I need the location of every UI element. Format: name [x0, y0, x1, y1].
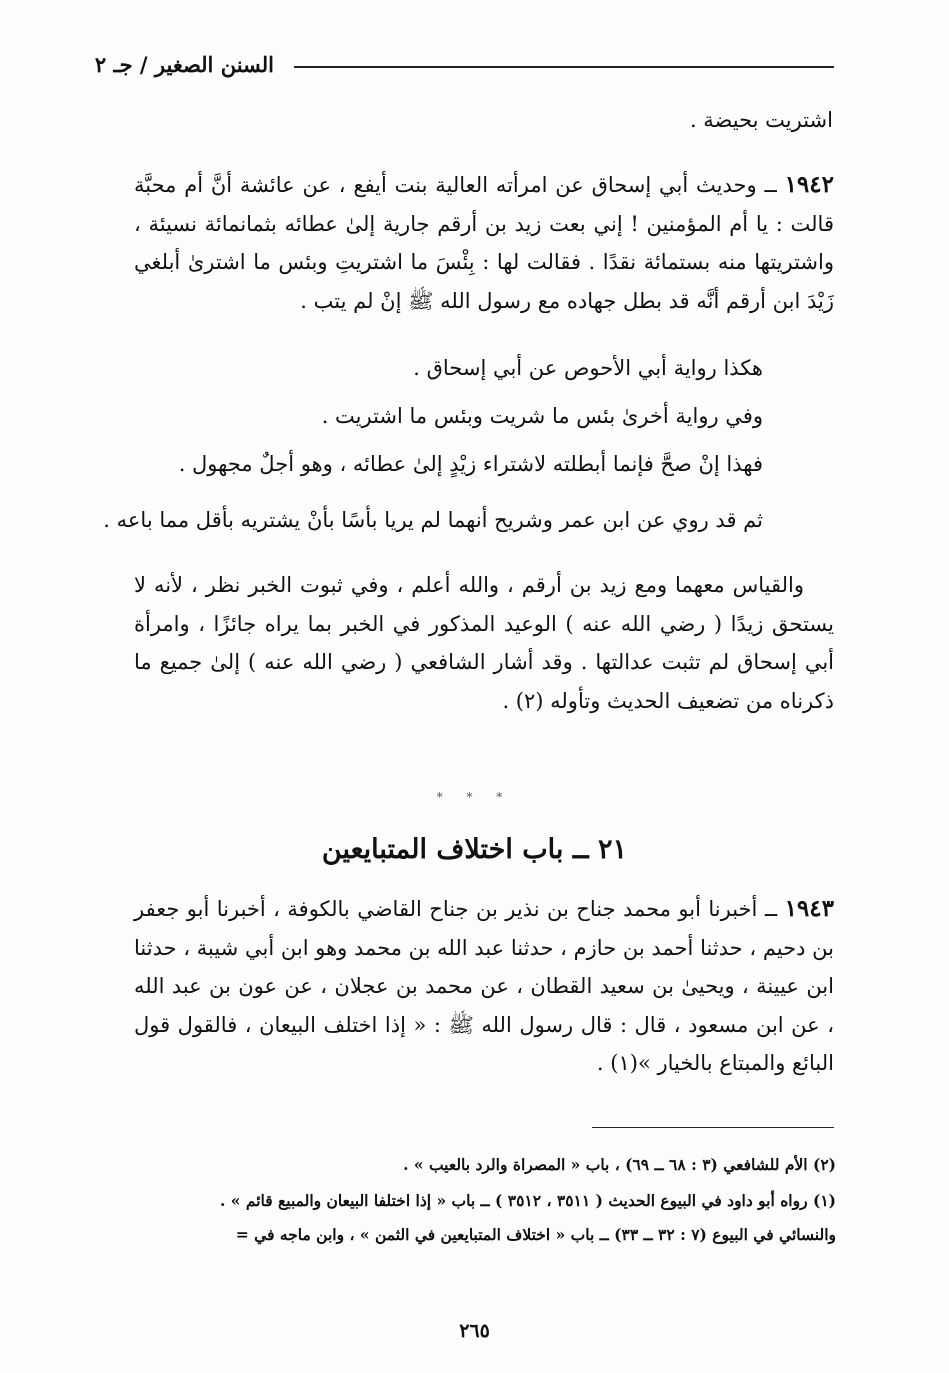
hadith-1942	[134, 166, 834, 320]
hadith-number: ١٩٤٣	[784, 895, 834, 922]
footnote-1: (١) رواه أبو داود في البيوع الحديث ( ٣٥١١ ، ٣٥١٢ ) ــ باب « إذا اختلفا البيعان والمبيع قائم » .	[220, 1191, 836, 1210]
page-number: ٢٦٥	[459, 1320, 490, 1342]
chapter-title: ٢١ ــ باب اختلاف المتبايعين	[321, 834, 628, 865]
header-rule	[294, 66, 834, 68]
commentary-line-2: وفي رواية أخرىٰ بئس ما شريت وبئس ما اشتريت .	[321, 404, 763, 428]
hadith-number: ١٩٤٢	[784, 171, 834, 198]
commentary-line-3: فهذا إنْ صحَّ فإنما أبطلته لاشتراء زيْدٍ إلىٰ عطائه ، وهو أجلٌ مجهول .	[178, 452, 763, 476]
footnote-2: (٢) الأم للشافعي (٣ : ٦٨ ــ ٦٩) ، باب « المصراة والرد بالعيب » .	[403, 1155, 836, 1174]
hadith-1943	[134, 890, 834, 1083]
running-header	[94, 52, 834, 82]
commentary-line-1: هكذا رواية أبي الأحوص عن أبي إسحاق .	[413, 356, 763, 380]
section-separator: * * *	[436, 790, 513, 804]
hadith-text: ــ أخبرنا أبو محمد جناح بن نذير بن جناح القاضي بالكوفة ، أخبرنا أبو جعفر بن دحيم ، حدثنا أحمد بن حازم ، حدثنا عبد الله بن محمد وهو ابن أبي شيبة ، حدثنا ابن عيينة ، ويحيىٰ بن سعيد القطان ، عن محمد بن عجلان ، عن عون بن عبد الله ، عن ابن مسعود ، قال : قال رسول الله ﷺ : « إذا اختلف البيعان ، فالقول قول البائع والمبتاع بالخيار »(١) .	[134, 897, 834, 1075]
hadith-text: ــ وحديث أبي إسحاق عن امرأته العالية بنت أيفع ، عن عائشة أنَّ أم محبَّة قالت : يا أم المؤمنين ! إني بعت زيد بن أرقم جارية إلىٰ عطائه بثمانمائة نسيئة ، واشتريتها منه بستمائة نقدًا . فقالت لها : بِئْسَ ما اشتريتِ وبئس ما اشترىٰ أبلغي زَيْدَ ابن أرقم أنَّه قد بطل جهاده مع رسول الله ﷺ إنْ لم يتب .	[134, 173, 834, 313]
running-title: السنن الصغير / جـ ٢	[94, 52, 274, 77]
footnote-1-continued: والنسائي في البيوع (٧ : ٣٢ ــ ٣٣) ــ باب « اختلاف المتبايعين في الثمن » ، وابن ماجه في =	[235, 1225, 836, 1244]
opening-line: اشتريت بحيضة .	[689, 108, 833, 132]
commentary-line-4: ثم قد روي عن ابن عمر وشريح أنهما لم يريا بأسًا بأنْ يشتريه بأقل مما باعه .	[103, 508, 763, 532]
commentary-paragraph: والقياس معهما ومع زيد بن أرقم ، والله أعلم ، وفي ثبوت الخبر نظر ، لأنه لا يستحق زيدًا ( رضي الله عنه ) الوعيد المذكور في الخبر بما يراه جائزًا ، وامرأة أبي إسحاق لم تثبت عدالتها . وقد أشار الشافعي ( رضي الله عنه ) إلىٰ جميع ما ذكرناه من تضعيف الحديث وتأوله (٢) .	[134, 573, 834, 713]
footnote-rule	[592, 1127, 834, 1128]
